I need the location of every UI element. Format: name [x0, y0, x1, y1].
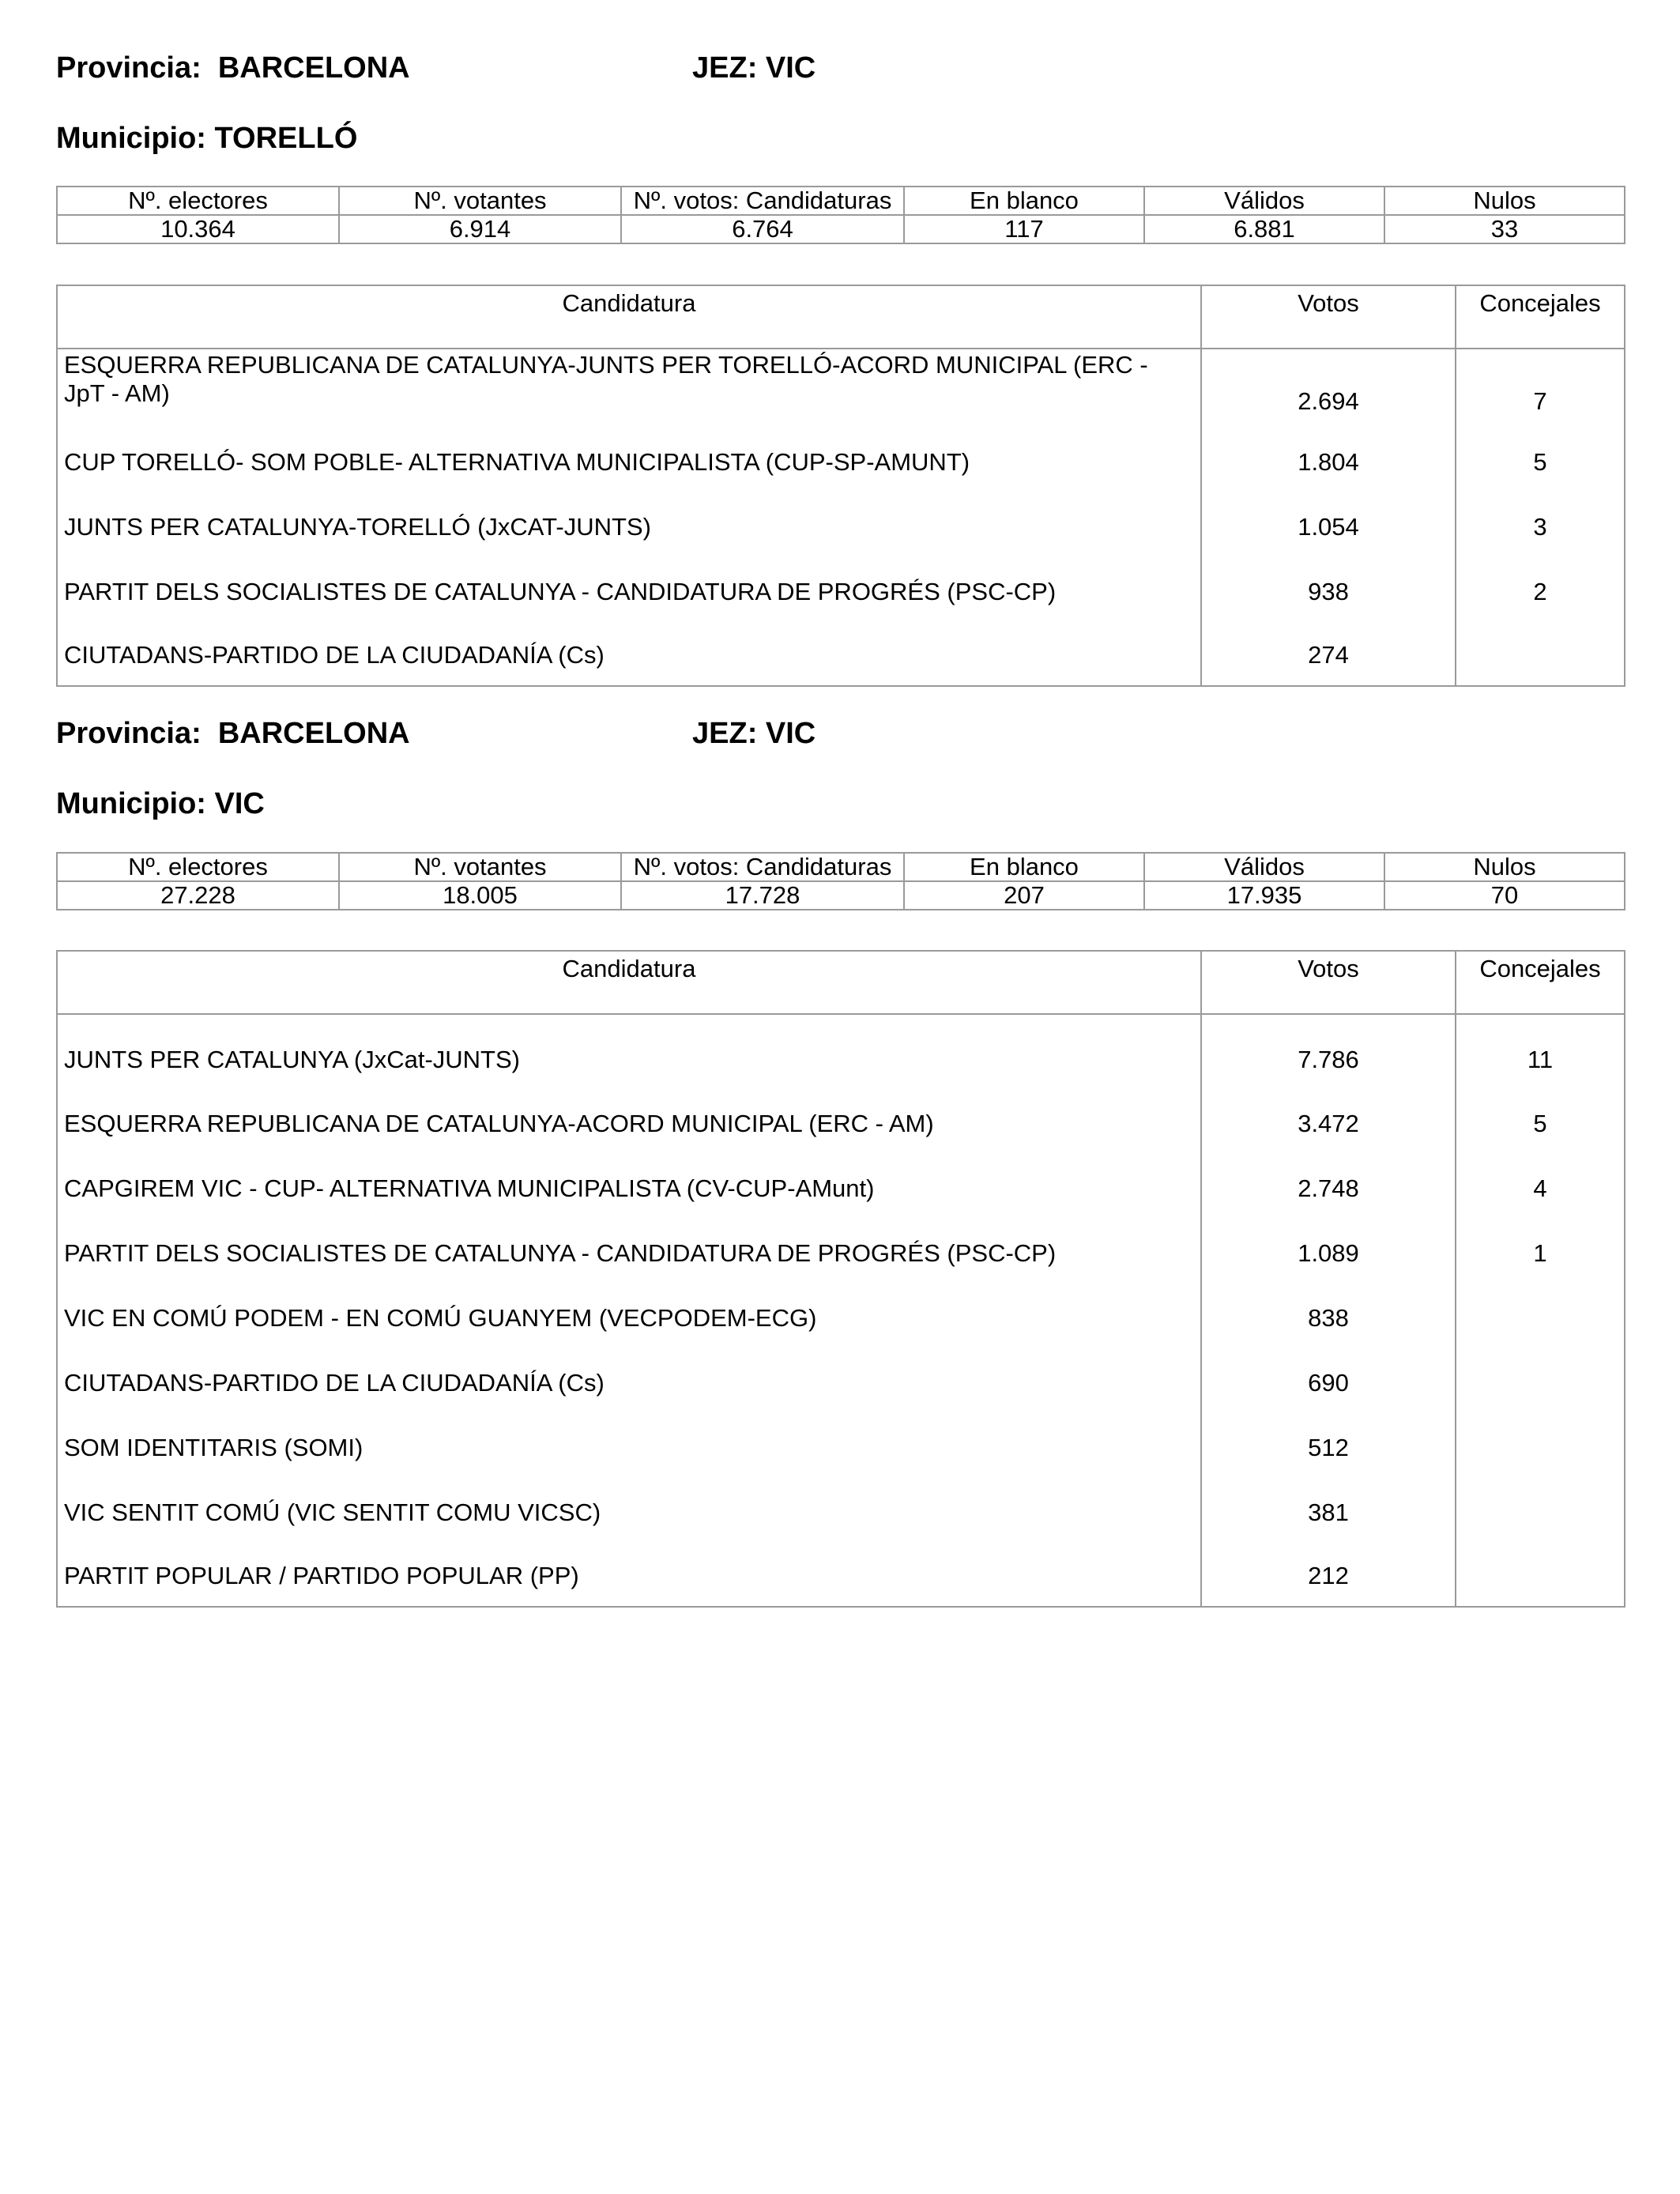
header-electores: Nº. electores [57, 187, 339, 215]
candidate-seats: 2 [1533, 578, 1547, 605]
value-validos: 6.881 [1144, 215, 1384, 243]
candidate-seats: 3 [1533, 513, 1547, 541]
candidate-name: ESQUERRA REPUBLICANA DE CATALUNYA-JUNTS PER TORELLÓ-ACORD MUNICIPAL (ERC - JpT - AM) [57, 349, 1201, 430]
header-concejales: Concejales [1456, 285, 1625, 349]
value-en-blanco: 207 [904, 881, 1144, 910]
table-row [57, 1480, 1625, 1545]
header-candidatura: Candidatura [57, 285, 1201, 349]
candidate-seats [1456, 1545, 1625, 1607]
candidates-table [56, 285, 1625, 687]
value-electores: 10.364 [57, 215, 339, 243]
table-row [57, 560, 1625, 624]
candidate-name: VIC SENTIT COMÚ (VIC SENTIT COMU VICSC) [57, 1480, 1201, 1545]
header-validos: Válidos [1144, 187, 1384, 215]
value-nulos: 33 [1384, 215, 1625, 243]
table-row [57, 1221, 1625, 1286]
value-votantes: 18.005 [339, 881, 621, 910]
header-votos-candidaturas: Nº. votos: Candidaturas [621, 853, 904, 881]
candidate-seats [1456, 1286, 1625, 1351]
summary-header-row [57, 853, 1625, 881]
header-votos: Votos [1201, 285, 1456, 349]
value-en-blanco: 117 [904, 215, 1144, 243]
header-concejales: Concejales [1456, 951, 1625, 1014]
candidate-name: PARTIT DELS SOCIALISTES DE CATALUNYA - CANDIDATURA DE PROGRÉS (PSC-CP) [57, 1221, 1201, 1286]
candidate-name: VIC EN COMÚ PODEM - EN COMÚ GUANYEM (VECPODEM-ECG) [57, 1286, 1201, 1351]
candidate-seats: 7 [1533, 387, 1547, 415]
table-row [57, 624, 1625, 686]
candidate-name: JUNTS PER CATALUNYA-TORELLÓ (JxCAT-JUNTS) [57, 495, 1201, 560]
candidate-name: PARTIT DELS SOCIALISTES DE CATALUNYA - CANDIDATURA DE PROGRÉS (PSC-CP) [57, 560, 1201, 624]
candidate-seats [1456, 1416, 1625, 1480]
candidate-votes: 690 [1201, 1351, 1456, 1416]
municipio-title: Municipio: VIC [56, 787, 265, 820]
header-electores: Nº. electores [57, 853, 339, 881]
value-validos: 17.935 [1144, 881, 1384, 910]
candidate-name: CAPGIREM VIC - CUP- ALTERNATIVA MUNICIPALISTA (CV-CUP-AMunt) [57, 1156, 1201, 1221]
candidate-votes: 1.089 [1201, 1221, 1456, 1286]
candidate-seats [1456, 1351, 1625, 1416]
summary-value-row [57, 215, 1625, 243]
candidate-votes: 274 [1201, 624, 1456, 686]
candidate-votes: 3.472 [1201, 1091, 1456, 1156]
candidate-name: JUNTS PER CATALUNYA (JxCat-JUNTS) [57, 1014, 1201, 1091]
candidate-votes: 7.786 [1201, 1014, 1456, 1091]
table-row [57, 349, 1625, 430]
table-row [57, 1156, 1625, 1221]
candidates-header-row [57, 285, 1625, 349]
candidate-name: CIUTADANS-PARTIDO DE LA CIUDADANÍA (Cs) [57, 1351, 1201, 1416]
provincia-label: Provincia: BARCELONA [56, 51, 410, 85]
candidate-seats: 5 [1533, 448, 1547, 476]
summary-value-row [57, 881, 1625, 910]
jez-label: JEZ: VIC [692, 51, 816, 85]
header-en-blanco: En blanco [904, 853, 1144, 881]
candidate-name: ESQUERRA REPUBLICANA DE CATALUNYA-ACORD MUNICIPAL (ERC - AM) [57, 1091, 1201, 1156]
candidate-votes: 2.748 [1201, 1156, 1456, 1221]
header-candidatura: Candidatura [57, 951, 1201, 1014]
municipio-title: Municipio: TORELLÓ [56, 122, 358, 155]
table-row [57, 430, 1625, 495]
table-row [57, 1416, 1625, 1480]
candidate-votes: 381 [1201, 1480, 1456, 1545]
header-nulos: Nulos [1384, 853, 1625, 881]
candidate-seats: 5 [1533, 1110, 1547, 1137]
value-votantes: 6.914 [339, 215, 621, 243]
table-row [57, 1091, 1625, 1156]
candidate-votes: 2.694 [1201, 349, 1456, 430]
header-en-blanco: En blanco [904, 187, 1144, 215]
candidate-name: CUP TORELLÓ- SOM POBLE- ALTERNATIVA MUNICIPALISTA (CUP-SP-AMUNT) [57, 430, 1201, 495]
summary-header-row [57, 187, 1625, 215]
provincia-label: Provincia: BARCELONA [56, 717, 410, 750]
candidates-header-row [57, 951, 1625, 1014]
candidate-votes: 838 [1201, 1286, 1456, 1351]
candidates-table [56, 950, 1625, 1608]
candidate-name: CIUTADANS-PARTIDO DE LA CIUDADANÍA (Cs) [57, 624, 1201, 686]
candidate-votes: 212 [1201, 1545, 1456, 1607]
table-row [57, 1545, 1625, 1607]
summary-table [56, 186, 1625, 244]
candidate-votes: 1.054 [1201, 495, 1456, 560]
candidate-votes: 512 [1201, 1416, 1456, 1480]
table-row [57, 1351, 1625, 1416]
table-row [57, 1014, 1625, 1091]
candidate-votes: 1.804 [1201, 430, 1456, 495]
candidate-seats: 1 [1533, 1239, 1547, 1267]
value-electores: 27.228 [57, 881, 339, 910]
header-votos: Votos [1201, 951, 1456, 1014]
candidate-name: SOM IDENTITARIS (SOMI) [57, 1416, 1201, 1480]
header-votos-candidaturas: Nº. votos: Candidaturas [621, 187, 904, 215]
header-votantes: Nº. votantes [339, 187, 621, 215]
candidate-seats: 11 [1527, 1045, 1554, 1073]
candidate-name: PARTIT POPULAR / PARTIDO POPULAR (PP) [57, 1545, 1201, 1607]
header-validos: Válidos [1144, 853, 1384, 881]
header-nulos: Nulos [1384, 187, 1625, 215]
table-row [57, 1286, 1625, 1351]
jez-label: JEZ: VIC [692, 717, 816, 750]
table-row [57, 495, 1625, 560]
candidate-seats: 4 [1533, 1174, 1547, 1202]
value-nulos: 70 [1384, 881, 1625, 910]
header-votantes: Nº. votantes [339, 853, 621, 881]
candidate-seats [1456, 624, 1625, 686]
candidate-seats [1456, 1480, 1625, 1545]
value-votos-candidaturas: 17.728 [621, 881, 904, 910]
summary-table [56, 852, 1625, 910]
candidate-votes: 938 [1201, 560, 1456, 624]
value-votos-candidaturas: 6.764 [621, 215, 904, 243]
